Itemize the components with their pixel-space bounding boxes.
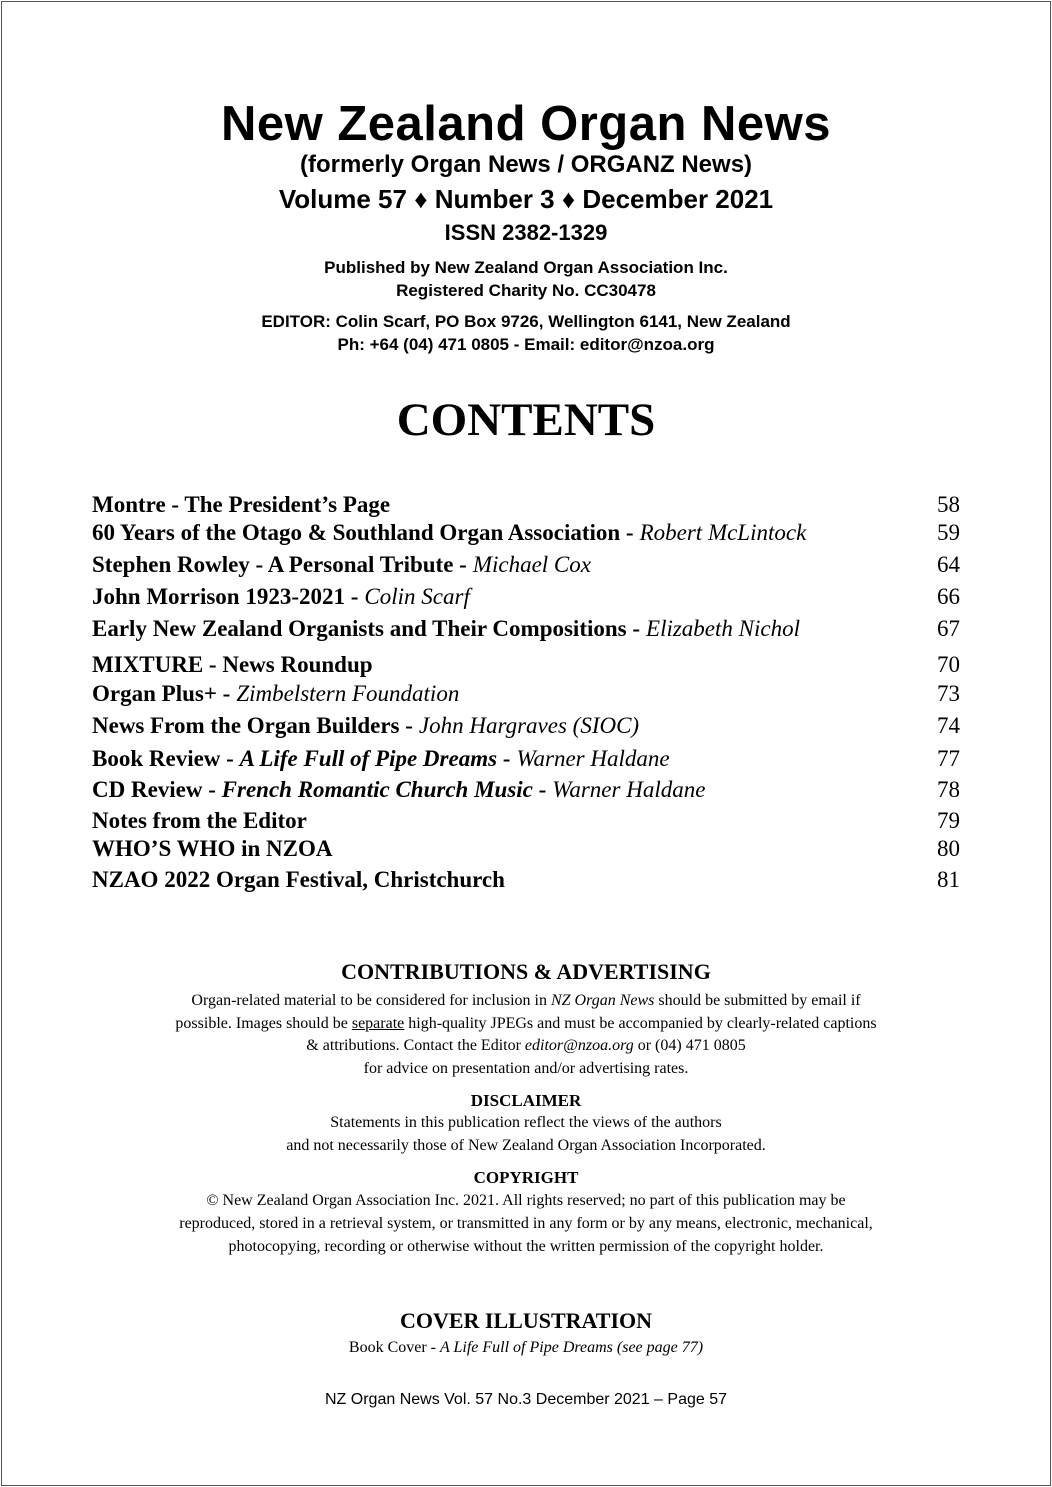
publication-title: New Zealand Organ News [220,97,832,151]
cover-caption: Book Cover - A Life Full of Pipe Dreams (see page 77) [348,1339,704,1356]
toc-author: Michael Cox [472,552,591,577]
toc-page: 64 [937,552,960,577]
contents-heading: CONTENTS [396,394,656,446]
emphasis-underline: separate [351,1015,405,1032]
toc-author: Zimbelstern Foundation [236,681,460,706]
contributions-line: possible. Images should be separate high-quality JPEGs and must be accompanied by clearly-related captions [175,1015,877,1032]
toc-entry [92,746,960,774]
toc-entry [92,492,960,520]
toc-entry [92,681,960,709]
toc-entry [92,867,960,895]
toc-page: 79 [937,808,960,833]
contributions-heading: CONTRIBUTIONS & ADVERTISING [341,959,711,984]
toc-page: 77 [937,746,960,771]
toc-page: 58 [937,492,960,517]
page-footer: NZ Organ News Vol. 57 No.3 December 2021 – Page 57 [325,1391,727,1408]
toc-author: Colin Scarf [364,584,470,609]
toc-title: Montre - The President’s Page [92,492,391,517]
editor-address: EDITOR: Colin Scarf, PO Box 9726, Wellington 6141, New Zealand [261,312,791,331]
toc-page: 81 [937,867,960,892]
copyright-line: reproduced, stored in a retrieval system, or transmitted in any form or by any means, electronic, mechanical, [179,1215,873,1232]
issn: ISSN 2382-1329 [444,220,608,245]
toc-title: MIXTURE - News Roundup [92,652,373,677]
copyright-line: © New Zealand Organ Association Inc. 2021. All rights reserved; no part of this publication may be [206,1192,846,1209]
toc-entry [92,584,960,612]
editor-contact: Ph: +64 (04) 471 0805 - Email: editor@nzoa.org [337,335,715,354]
toc-entry [92,552,960,580]
toc-author: Warner Haldane [552,777,706,802]
toc-author: Elizabeth Nichol [646,616,800,641]
toc-entry [92,520,960,548]
disclaimer-heading: DISCLAIMER [470,1091,582,1110]
publication-name: NZ Organ News [550,992,655,1009]
toc-italic-title: French Romantic Church Music [221,777,533,802]
toc-entry [92,777,960,805]
toc-author: Warner Haldane [516,746,670,771]
former-names: (formerly Organ News / ORGANZ News) [299,151,753,178]
toc-title: Early New Zealand Organists and Their Compositions - [92,616,641,641]
editor-email: editor@nzoa.org [524,1037,634,1054]
toc-page: 80 [937,836,960,861]
toc-author: Robert McLintock [639,520,807,545]
toc-page: 59 [937,520,960,545]
toc-title: 60 Years of the Otago & Southland Organ Association - [92,520,634,545]
toc-page: 73 [937,681,960,706]
toc-title: Notes from the Editor [92,808,307,833]
contributions-line: for advice on presentation and/or advertising rates. [363,1060,689,1077]
toc-entry [92,836,960,864]
toc-author: John Hargraves (SIOC) [418,713,640,738]
toc-page: 70 [937,652,960,677]
cover-title: A Life Full of Pipe Dreams (see page 77) [440,1339,704,1356]
toc-page: 67 [937,616,960,641]
contributions-line: & attributions. Contact the Editor editor@nzoa.org or (04) 471 0805 [306,1037,746,1054]
toc-page: 74 [937,713,960,738]
toc-entry [92,808,960,836]
cover-heading: COVER ILLUSTRATION [399,1308,653,1333]
toc-page: 66 [937,584,960,609]
disclaimer-line: Statements in this publication reflect the views of the authors [330,1114,722,1131]
toc-title: Book Review - A Life Full of Pipe Dreams - [92,746,511,771]
toc-title: John Morrison 1923-2021 - [92,584,359,609]
charity-number: Registered Charity No. CC30478 [396,281,656,300]
contributions-line: Organ-related material to be considered for inclusion in NZ Organ News should be submitted by email if [191,992,861,1009]
disclaimer-line: and not necessarily those of New Zealand Organ Association Incorporated. [286,1137,766,1154]
publisher: Published by New Zealand Organ Association Inc. [324,258,728,277]
toc-title: CD Review - French Romantic Church Music - [92,777,547,802]
toc-page: 78 [937,777,960,802]
issue-info: Volume 57 ♦ Number 3 ♦ December 2021 [278,184,774,214]
toc-title: NZAO 2022 Organ Festival, Christchurch [92,867,505,892]
toc-entry [92,616,960,644]
copyright-line: photocopying, recording or otherwise without the written permission of the copyright holder. [228,1238,824,1255]
toc-italic-title: A Life Full of Pipe Dreams [239,746,498,771]
toc-title: Stephen Rowley - A Personal Tribute - [92,552,467,577]
toc-entry [92,652,960,680]
toc-title: WHO’S WHO in NZOA [92,836,333,861]
toc-title: Organ Plus+ - [92,681,231,706]
copyright-heading: COPYRIGHT [473,1168,579,1187]
toc-entry [92,713,960,741]
toc-title: News From the Organ Builders - [92,713,413,738]
